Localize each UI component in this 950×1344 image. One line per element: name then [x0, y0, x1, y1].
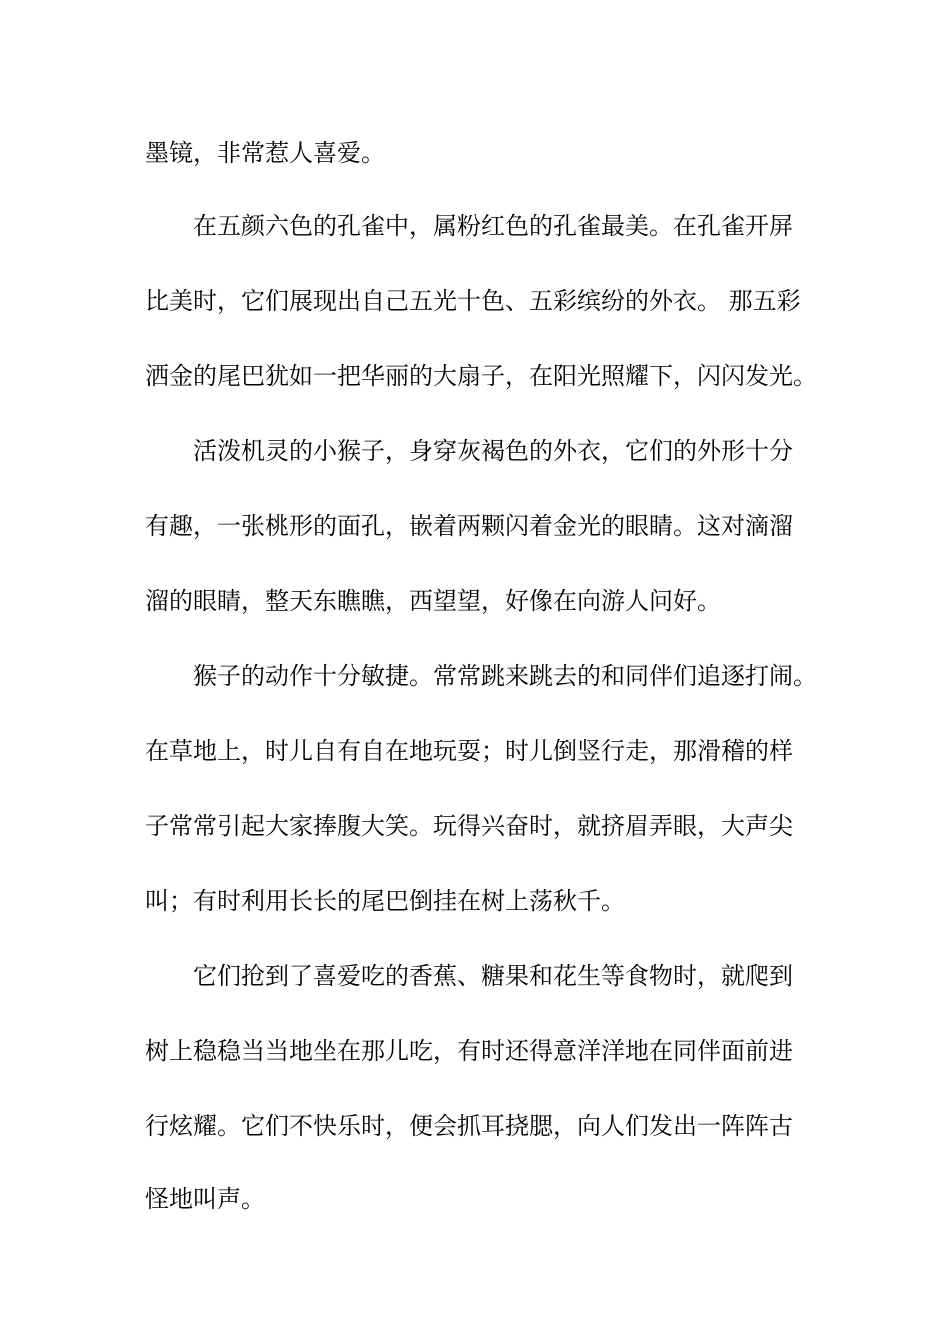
text-line: 溜的眼睛，整天东瞧瞧，西望望，好像在向游人问好。	[145, 587, 721, 615]
paragraph-first-line: 猴子的动作十分敏捷。常常跳来跳去的和同伴们追逐打闹。	[193, 662, 817, 690]
paragraph-first-line: 在五颜六色的孔雀中，属粉红色的孔雀最美。在孔雀开屏	[193, 212, 793, 240]
text-line: 洒金的尾巴犹如一把华丽的大扇子，在阳光照耀下，闪闪发光。	[145, 362, 817, 390]
text-line: 有趣，一张桃形的面孔，嵌着两颗闪着金光的眼睛。这对滴溜	[145, 512, 793, 540]
text-line: 子常常引起大家捧腹大笑。玩得兴奋时，就挤眉弄眼，大声尖	[145, 812, 793, 840]
text-line: 树上稳稳当当地坐在那儿吃，有时还得意洋洋地在同伴面前进	[145, 1037, 793, 1065]
text-line: 在草地上，时儿自有自在地玩耍；时儿倒竖行走，那滑稽的样	[145, 737, 793, 765]
paragraph-first-line: 它们抢到了喜爱吃的香蕉、糖果和花生等食物时，就爬到	[193, 962, 793, 990]
text-line: 叫；有时利用长长的尾巴倒挂在树上荡秋千。	[145, 887, 625, 915]
paragraph-first-line: 活泼机灵的小猴子，身穿灰褐色的外衣，它们的外形十分	[193, 437, 793, 465]
text-line: 比美时，它们展现出自己五光十色、五彩缤纷的外衣。 那五彩	[145, 287, 801, 315]
text-line: 怪地叫声。	[145, 1185, 265, 1213]
text-line: 行炫耀。它们不快乐时，便会抓耳挠腮，向人们发出一阵阵古	[145, 1112, 793, 1140]
text-line: 墨镜，非常惹人喜爱。	[145, 139, 385, 167]
